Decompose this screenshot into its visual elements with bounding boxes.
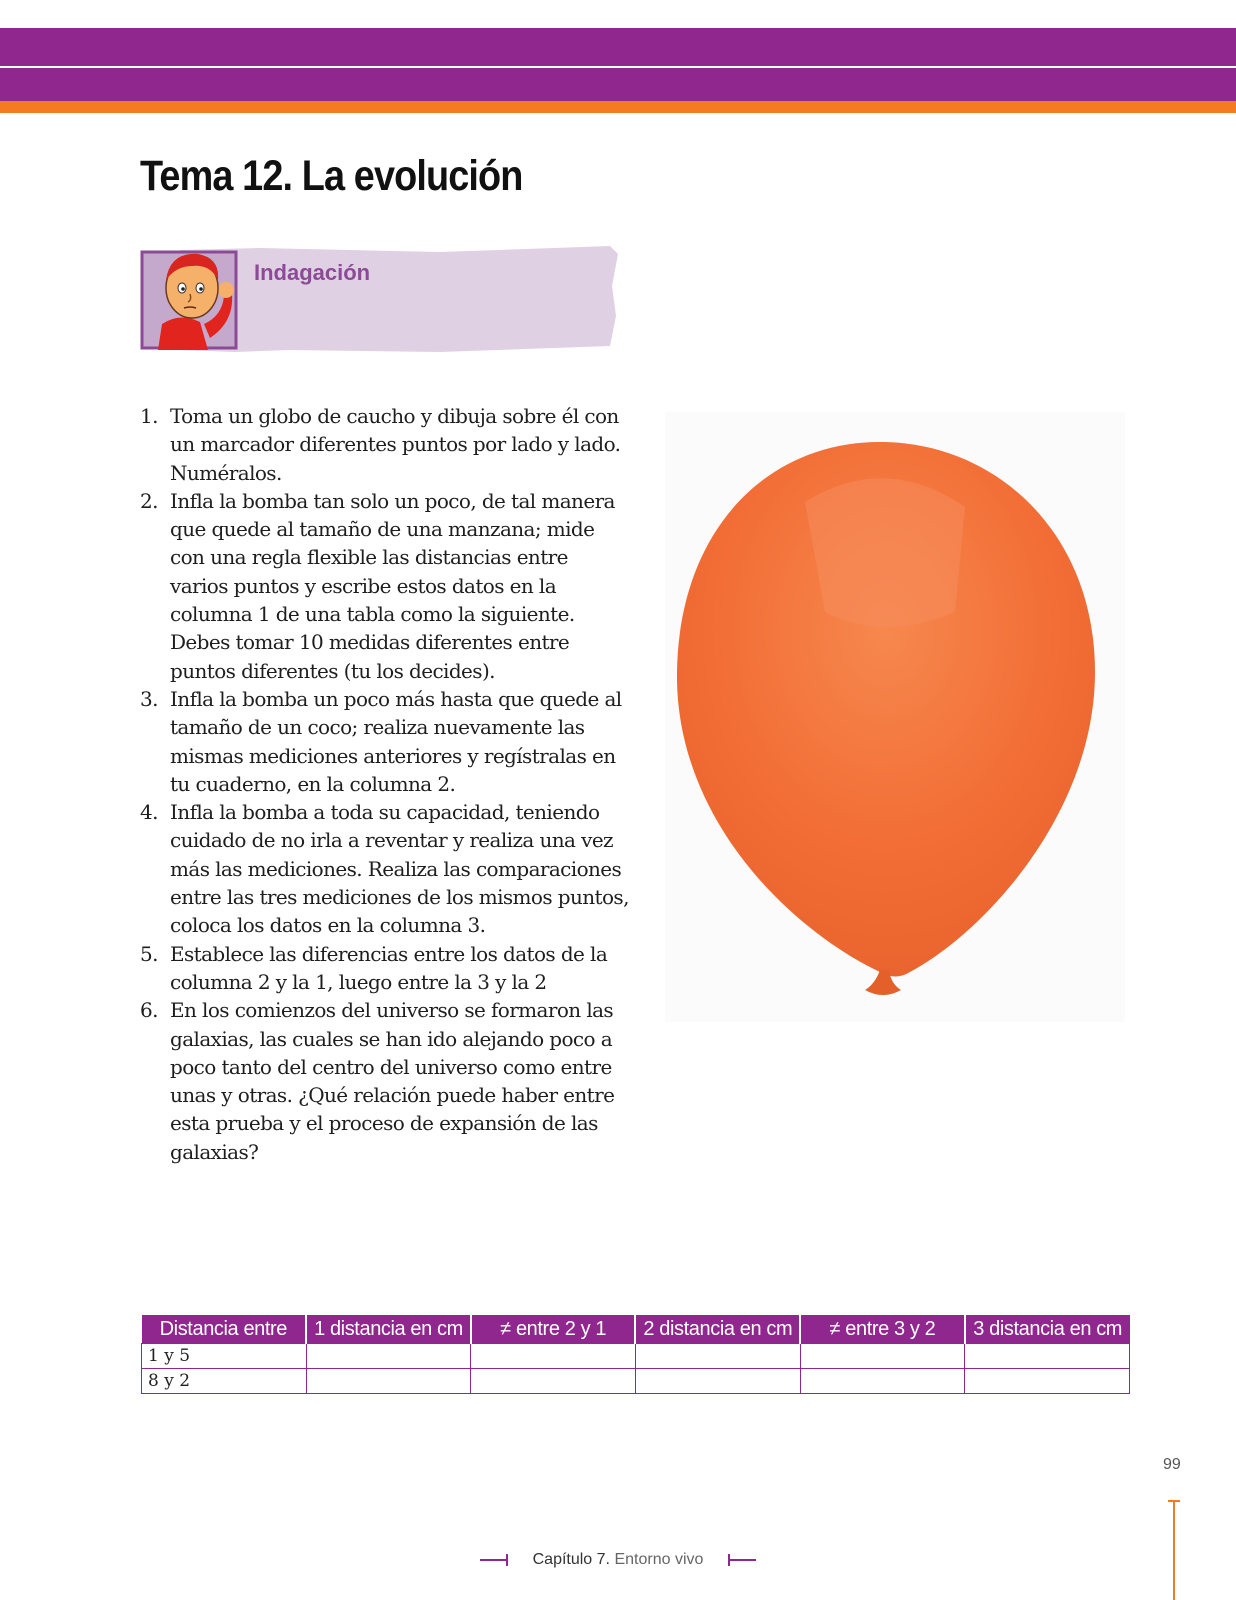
list-item-text: En los comienzos del universo se formaron las galaxias, las cuales se han ido alejando poco a poco tanto del centro del universo como entre unas y otras. ¿Qué relación puede haber entre esta prueba y el proceso de expansión de las galaxias? [170,998,615,1164]
list-item-number: 4. [140,800,158,825]
list-item-number: 1. [140,404,158,428]
table-cell [800,1369,965,1394]
header-band-bottom [0,68,1236,101]
inquiry-label: Indagación [254,260,371,285]
list-item [140,798,630,939]
table-cell [471,1344,636,1369]
measurement-table [141,1315,1130,1394]
list-item-number: 6. [140,998,158,1023]
table-header-cell: 1 distancia en cm [306,1315,471,1344]
footer-left-ornament [480,1553,508,1567]
table-header-cell: 2 distancia en cm [635,1315,800,1344]
footer-right-ornament [728,1553,756,1567]
list-item [140,402,630,487]
list-item [140,996,630,1166]
list-item-text: Toma un globo de caucho y dibuja sobre él con un marcador diferentes puntos por lado y lado. Numéralos. [170,404,621,485]
page-title: Tema 12. La evolución [140,152,523,200]
list-item [140,685,630,798]
list-item-number: 2. [140,488,158,513]
list-item-number: 5. [140,941,158,966]
table-header-cell: ≠ entre 2 y 1 [471,1315,636,1344]
footer-chapter-name: Entorno vivo [614,1551,704,1568]
list-item-text: Establece las diferencias entre los datos de la columna 2 y la 1, luego entre la 3 y la 2 [170,941,608,994]
list-item-text: Infla la bomba a toda su capacidad, teniendo cuidado de no irla a reventar y realiza una vez más las mediciones. Realiza las comparaciones entre las tres mediciones de los mismos puntos, coloca los datos en la columna 3. [170,800,629,938]
table-header-cell: Distancia entre [142,1315,307,1344]
table-cell [306,1344,471,1369]
table-header-row [142,1315,1130,1344]
table-cell [635,1369,800,1394]
list-item-text: Infla la bomba un poco más hasta que quede al tamaño de un coco; realiza nuevamente las mismas mediciones anteriores y regístralas en tu cuaderno, en la columna 2. [170,686,622,796]
table-cell [965,1344,1130,1369]
table-cell [800,1344,965,1369]
table-cell [471,1369,636,1394]
instruction-list [140,402,630,1166]
table-row [142,1369,1130,1394]
table-cell: 1 y 5 [142,1344,307,1369]
table-header-cell: ≠ entre 3 y 2 [800,1315,965,1344]
table-header-cell: 3 distancia en cm [965,1315,1130,1344]
table-cell [306,1369,471,1394]
header-band-top [0,28,1236,66]
footer-chapter-number: Capítulo 7. [532,1551,610,1568]
table-cell [635,1344,800,1369]
chapter-footer [0,1551,1236,1569]
table-cell [965,1369,1130,1394]
thinking-boy-icon [140,246,240,352]
list-item-number: 3. [140,686,158,711]
header-orange-stripe [0,101,1236,113]
page-number: 99 [1163,1456,1181,1473]
page-marker-line [1173,1500,1175,1600]
orange-balloon-image [665,412,1125,1022]
list-item [140,940,630,997]
table-row [142,1344,1130,1369]
inquiry-banner [140,246,620,358]
table-cell: 8 y 2 [142,1369,307,1394]
list-item [140,487,630,685]
list-item-text: Infla la bomba tan solo un poco, de tal manera que quede al tamaño de una manzana; mide con una regla flexible las distancias entre varios puntos y escribe estos datos en la columna 1 de una tabla como la siguiente. Debes tomar 10 medidas diferentes entre puntos diferentes (tu los decides). [170,488,615,683]
